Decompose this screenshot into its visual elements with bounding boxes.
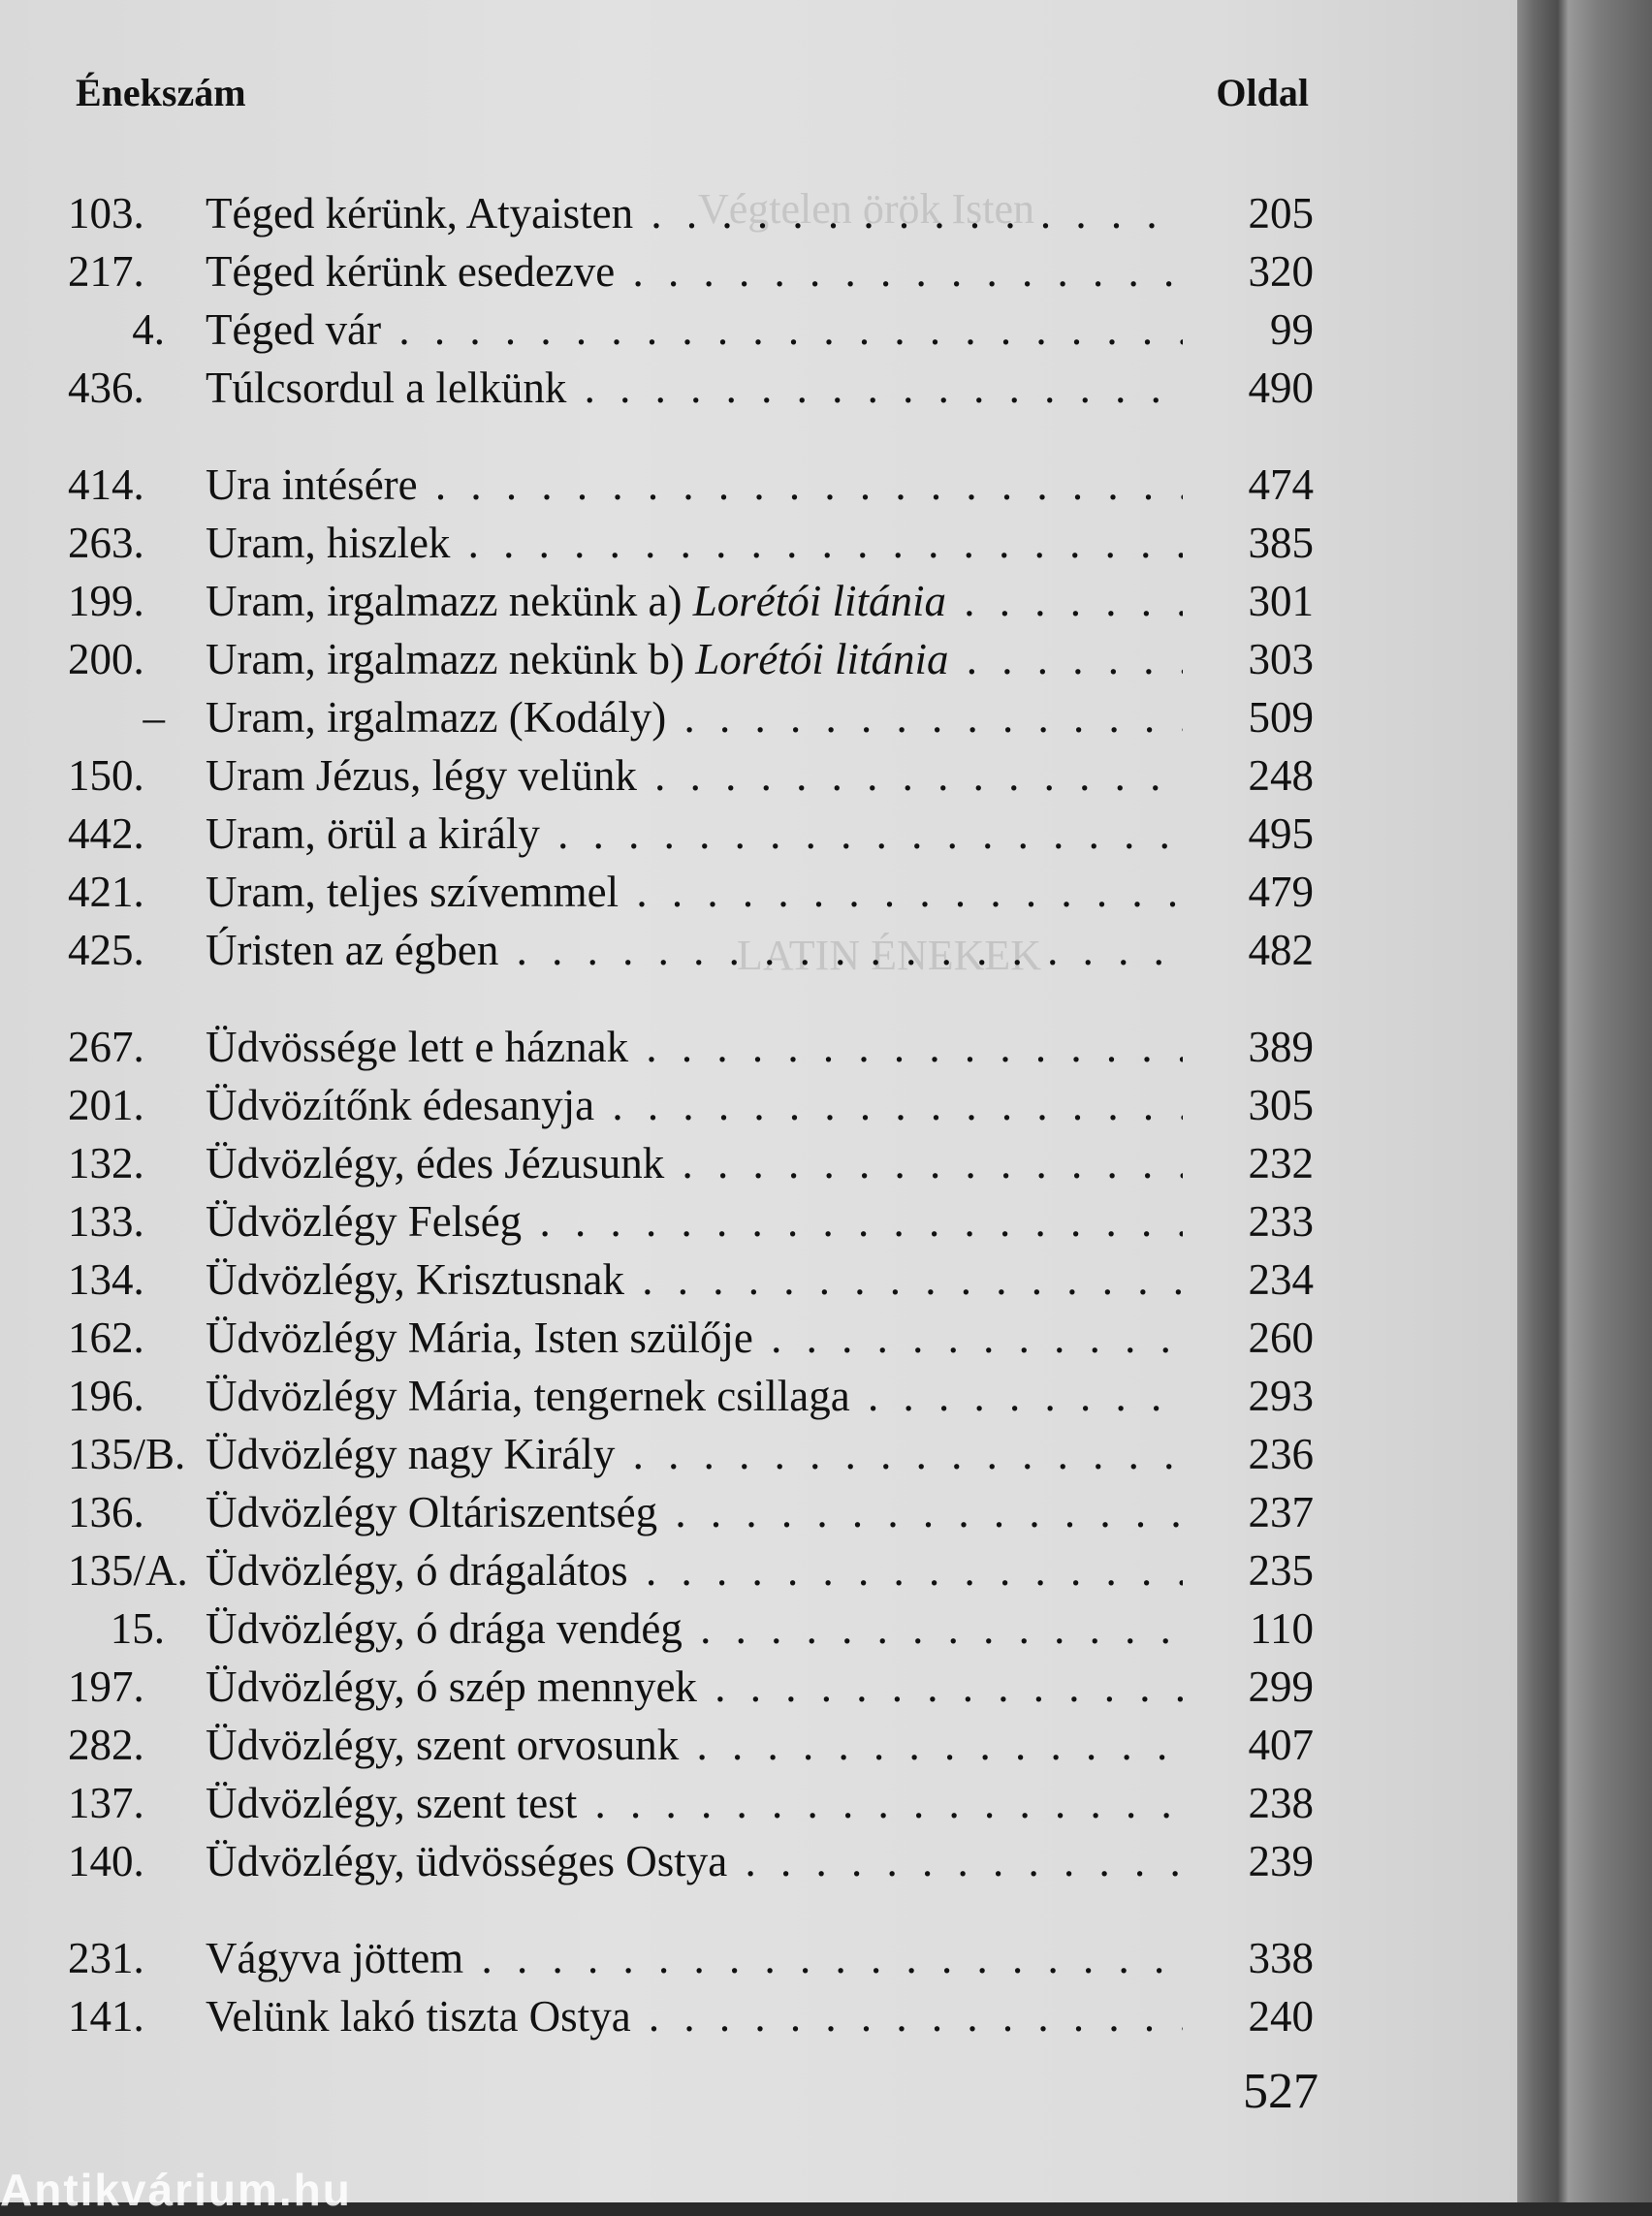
page-number: 237 <box>1248 1488 1314 1536</box>
hymn-title: Üdvözlégy Felség . . . <box>206 1192 1183 1250</box>
hymn-number: 201. <box>68 1081 144 1129</box>
hymn-number: – <box>143 693 165 742</box>
hymn-title: Úristen az égben . . . <box>206 921 1183 979</box>
page-number: 110 <box>1250 1604 1314 1653</box>
hymn-title-text: Uram, irgalmazz nekünk a) <box>206 577 683 625</box>
hymn-number: 134. <box>68 1255 144 1304</box>
hymn-number: 103. <box>68 189 144 237</box>
page-number: 474 <box>1248 460 1314 509</box>
hymn-title: Velünk lakó tiszta Ostya . . . <box>206 1987 1183 2045</box>
page-number: 238 <box>1248 1779 1314 1827</box>
hymn-number: 414. <box>68 460 144 509</box>
hymn-title: Üdvözlégy, ó drágalátos . . . <box>206 1541 1183 1599</box>
hymn-title: Üdvössége lett e háznak . . . <box>206 1018 1183 1076</box>
hymn-number: 150. <box>68 751 144 800</box>
hymn-title: Üdvözlégy, ó szép mennyek . . . <box>206 1658 1183 1716</box>
hymn-title: Téged vár . . . <box>206 301 1183 359</box>
page-number: 495 <box>1248 809 1314 858</box>
index-entry <box>0 630 1517 688</box>
page-number: 239 <box>1248 1837 1314 1885</box>
page-number: 233 <box>1248 1197 1314 1246</box>
hymn-title: Uram Jézus, légy velünk . . . <box>206 746 1183 805</box>
page-number: 205 <box>1248 189 1314 237</box>
page-number: 482 <box>1248 926 1314 974</box>
bleed-through-text: Végtelen örök Isten <box>698 185 1034 233</box>
hymn-title: Uram, teljes szívemmel . . . <box>206 863 1183 921</box>
page-number: 389 <box>1248 1023 1314 1071</box>
index-entry <box>0 1929 1517 1987</box>
index-entry <box>0 746 1517 805</box>
hymn-number: 140. <box>68 1837 144 1885</box>
page-number: 490 <box>1248 364 1314 412</box>
index-entry <box>0 688 1517 746</box>
hymn-title <box>206 572 1183 630</box>
index-entry <box>0 1541 1517 1599</box>
hymn-number: 136. <box>68 1488 144 1536</box>
hymn-number: 132. <box>68 1139 144 1187</box>
hymn-title: Üdvözlégy, édes Jézusunk . . . <box>206 1134 1183 1192</box>
page-folio: 527 <box>1243 2064 1318 2119</box>
hymn-number: 200. <box>68 635 144 683</box>
hymn-number: 436. <box>68 364 144 412</box>
hymn-number: 231. <box>68 1934 144 1982</box>
hymn-title: Vágyva jöttem . . . <box>206 1929 1183 1987</box>
header-hymn-number-label: Énekszám <box>76 71 246 114</box>
hymn-number: 267. <box>68 1023 144 1071</box>
index-entry <box>0 921 1517 979</box>
hymn-title: Üdvözlégy, szent orvosunk . . . <box>206 1716 1183 1774</box>
index-entry <box>0 805 1517 863</box>
hymn-number: 425. <box>68 926 144 974</box>
page-number: 509 <box>1248 693 1314 742</box>
page-number: 240 <box>1248 1992 1314 2041</box>
hymn-number: 217. <box>68 247 144 296</box>
hymn-title: Üdvözlégy, szent test . . . <box>206 1774 1183 1832</box>
page-number: 232 <box>1248 1139 1314 1187</box>
hymn-number: 135/B. <box>68 1430 186 1478</box>
hymn-title-italic: Lorétói litánia <box>695 635 949 683</box>
index-entry <box>0 1425 1517 1483</box>
hymn-title: Üdvözlégy Oltáriszentség . . . <box>206 1483 1183 1541</box>
hymn-number: 4. <box>132 305 165 354</box>
page-number: 301 <box>1248 577 1314 625</box>
hymn-number: 196. <box>68 1372 144 1420</box>
bleed-through-heading: LATIN ÉNEKEK <box>737 932 1042 979</box>
hymn-title <box>206 630 1183 688</box>
hymn-number: 197. <box>68 1662 144 1711</box>
book-spine-edge <box>1517 0 1652 2202</box>
page-number: 479 <box>1248 868 1314 916</box>
page-number: 235 <box>1248 1546 1314 1595</box>
index-entry <box>0 1367 1517 1425</box>
page-number: 320 <box>1248 247 1314 296</box>
index-entry <box>0 1658 1517 1716</box>
header-page-label: Oldal <box>1216 71 1309 114</box>
hymn-number: 135/A. <box>68 1546 188 1595</box>
hymn-title: Uram, örül a király . . . <box>206 805 1183 863</box>
hymn-number: 282. <box>68 1721 144 1769</box>
hymn-title-italic: Lorétói litánia <box>692 577 946 625</box>
watermark: Antikvárium.hu <box>0 2165 352 2215</box>
page-number: 299 <box>1248 1662 1314 1711</box>
page-header <box>76 70 1309 128</box>
index-entry <box>0 1250 1517 1309</box>
page-number: 248 <box>1248 751 1314 800</box>
page-number: 293 <box>1248 1372 1314 1420</box>
hymn-title: Túlcsordul a lelkünk . . . <box>206 359 1183 417</box>
page-number: 99 <box>1270 305 1314 354</box>
index-entry <box>0 572 1517 630</box>
hymn-title-text: Uram, irgalmazz nekünk b) <box>206 635 684 683</box>
index-entry <box>0 1483 1517 1541</box>
hymn-title: Téged kérünk, Atyaisten . . . <box>206 184 1183 242</box>
index-entry <box>0 1134 1517 1192</box>
index-entry <box>0 184 1517 242</box>
index-entry <box>0 1832 1517 1890</box>
hymn-title: Üdvözítőnk édesanyja . . . <box>206 1076 1183 1134</box>
hymn-number: 137. <box>68 1779 144 1827</box>
index-entry <box>0 456 1517 514</box>
hymn-title: Uram, hiszlek . . . <box>206 514 1183 572</box>
page-number: 236 <box>1248 1430 1314 1478</box>
hymn-title: Üdvözlégy nagy Király . . . <box>206 1425 1183 1483</box>
page-number: 234 <box>1248 1255 1314 1304</box>
hymn-number: 162. <box>68 1314 144 1362</box>
index-entry <box>0 301 1517 359</box>
hymn-number: 199. <box>68 577 144 625</box>
hymn-title: Üdvözlégy, üdvösséges Ostya . . . <box>206 1832 1183 1890</box>
page-number: 407 <box>1248 1721 1314 1769</box>
index-entry <box>0 1076 1517 1134</box>
index-entry <box>0 359 1517 417</box>
hymn-number: 141. <box>68 1992 144 2041</box>
index-entry <box>0 1716 1517 1774</box>
hymn-title: Üdvözlégy Mária, Isten szülője . . . <box>206 1309 1183 1367</box>
hymn-number: 263. <box>68 519 144 567</box>
hymn-title: Üdvözlégy Mária, tengernek csillaga . . . <box>206 1367 1183 1425</box>
hymn-title: Uram, irgalmazz (Kodály) . . . <box>206 688 1183 746</box>
hymn-number: 421. <box>68 868 144 916</box>
index-entry <box>0 1987 1517 2045</box>
hymn-number: 442. <box>68 809 144 858</box>
page-number: 305 <box>1248 1081 1314 1129</box>
index-entry <box>0 863 1517 921</box>
hymn-title: Téged kérünk esedezve . . . <box>206 242 1183 301</box>
index-entry <box>0 1309 1517 1367</box>
page-number: 303 <box>1248 635 1314 683</box>
index-entry <box>0 1774 1517 1832</box>
hymn-number: 15. <box>110 1604 165 1653</box>
index-entry <box>0 242 1517 301</box>
page-number: 260 <box>1248 1314 1314 1362</box>
page-number: 338 <box>1248 1934 1314 1982</box>
page-number: 385 <box>1248 519 1314 567</box>
index-entry <box>0 1018 1517 1076</box>
hymn-title: Ura intésére . . . <box>206 456 1183 514</box>
index-entry <box>0 1599 1517 1658</box>
index-entry <box>0 514 1517 572</box>
hymn-title: Üdvözlégy, Krisztusnak . . . <box>206 1250 1183 1309</box>
hymn-title: Üdvözlégy, ó drága vendég . . . <box>206 1599 1183 1658</box>
hymn-number: 133. <box>68 1197 144 1246</box>
index-entry <box>0 1192 1517 1250</box>
